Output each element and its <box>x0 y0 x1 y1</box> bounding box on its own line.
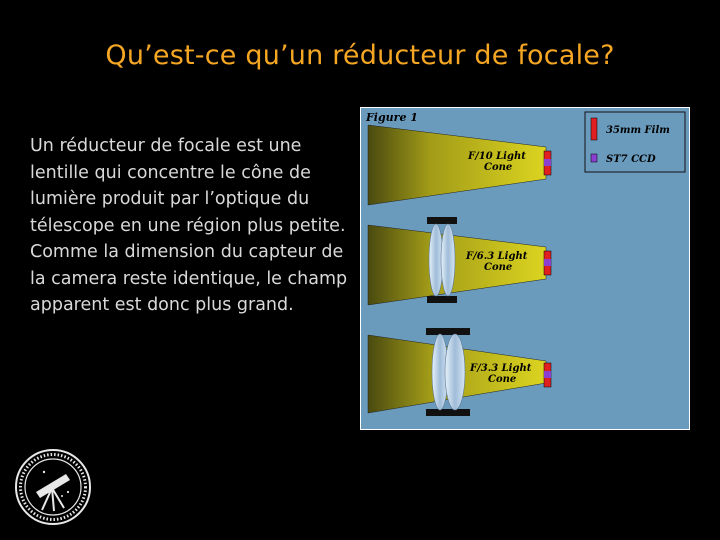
cone-f33-label-line2: Cone <box>488 374 517 385</box>
legend-film-label: 35mm Film <box>606 125 670 136</box>
slide-title: Qu’est-ce qu’un réducteur de focale? <box>105 40 615 71</box>
cone-f10-label-line2: Cone <box>484 162 513 173</box>
paragraph-definition: Un réducteur de focale est une lentille qui concentre le cône de lumière produit par l’optique du télescope en une région plus petite. <box>30 136 346 236</box>
legend-ccd-label: ST7 CCD <box>606 154 656 165</box>
cone-f63-ccd <box>544 259 551 266</box>
cone-f63-label-line1: F/6.3 Light <box>466 251 528 262</box>
legend-film-swatch <box>591 118 597 140</box>
cone-f10-label-line1: F/10 Light <box>468 151 526 162</box>
figure-caption: Figure 1 <box>366 111 418 124</box>
paragraph-field-of-view: Comme la dimension du capteur de la camera reste identique, le champ apparent est donc plus grand. <box>30 242 348 315</box>
body-text <box>30 133 352 319</box>
lens-mount-bottom-3 <box>426 409 470 416</box>
lens-mount-top-3 <box>426 328 470 335</box>
legend-ccd-swatch <box>591 154 597 162</box>
lens-mount-top-2 <box>427 217 457 224</box>
cone-f33-ccd <box>544 371 551 378</box>
lens-mount-bottom-2 <box>427 296 457 303</box>
cone-f63-label-line2: Cone <box>484 262 513 273</box>
lens-element-3b <box>445 334 465 410</box>
cone-f10-ccd <box>544 159 551 166</box>
focal-reducer-figure <box>360 107 690 430</box>
seal-icon <box>14 448 92 526</box>
lens-element-2b <box>441 224 455 296</box>
cone-f33-label-line1: F/3.3 Light <box>470 363 532 374</box>
